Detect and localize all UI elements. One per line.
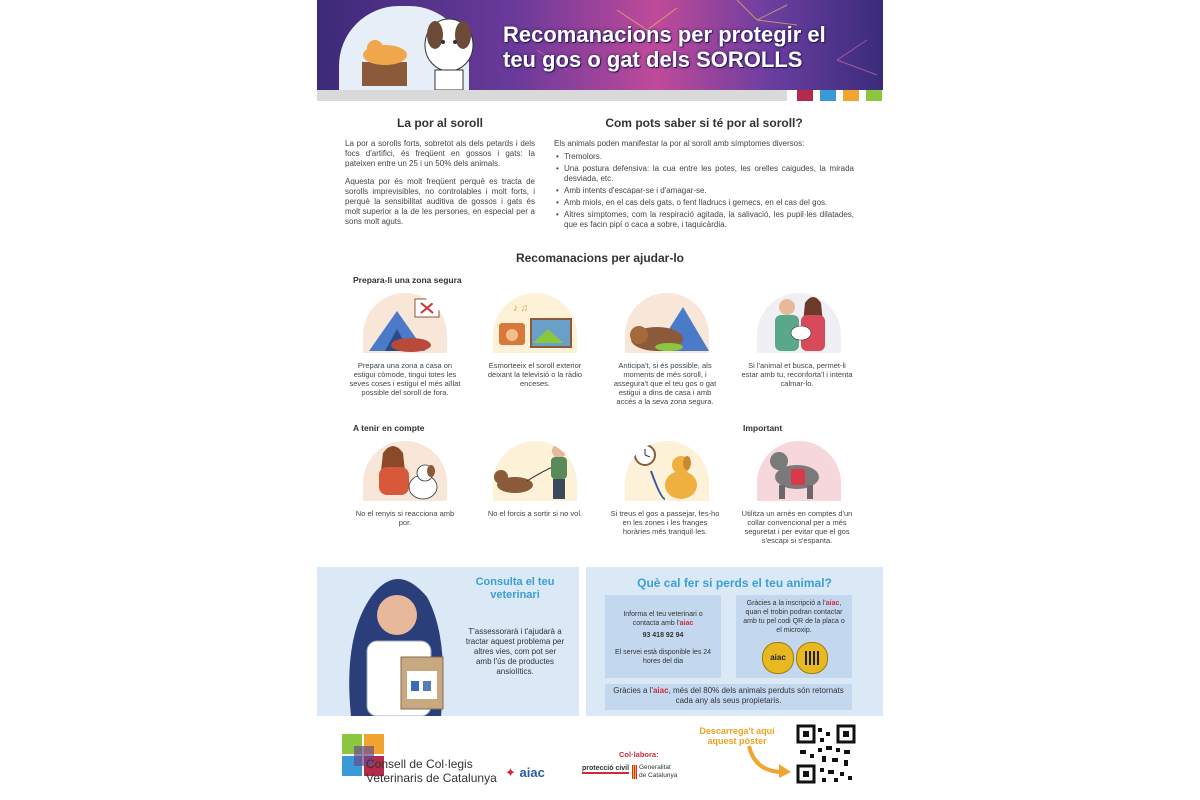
id-tag-icon: aiac: [762, 642, 794, 674]
comfort-pets-icon: [757, 293, 841, 353]
symptom-item: • Amb intents d'escapar-se i d'amagar-se.: [554, 186, 854, 196]
symptoms-title: Com pots saber si té por al soroll?: [605, 116, 803, 130]
radio-tv-icon: [493, 293, 577, 353]
page-title: Recomanacions per protegir el teu gos o gat dels SOROLLS: [503, 22, 826, 72]
lost-panel: [586, 567, 883, 716]
aiac-logo-icon: ✦: [505, 765, 516, 780]
lost-box2-text: Gràcies a la inscripció a l': [746, 600, 826, 607]
download-link[interactable]: Descarrega't aquí aquest pòster: [699, 726, 775, 746]
symptoms-intro: Els animals poden manifestar la por al soroll amb símptomes diversos:: [554, 139, 805, 148]
fear-section: [345, 116, 535, 227]
svg-text:♪ ♫: ♪ ♫: [513, 303, 529, 314]
lost-footer-note: Gràcies a l'aiac, més del 80% dels animals perduts són retornats cada any als seus propietaris.: [605, 684, 852, 710]
recommendation-caption: No el forcis a sortir si no vol.: [487, 509, 583, 518]
color-square-green: [866, 90, 882, 101]
recommendation-caption: Prepara una zona a casa on estigui còmode, tingui totes les seves coses i estigui el més aïllat possible del soroll de fora.: [349, 361, 461, 397]
org-name: Consell de Col·legis Veterinaris de Catalunya: [366, 757, 497, 785]
recommendation-caption: Utilitza un arnès en comptes d'un collar convencional per a més seguretat i per evitar que el gos s'escapi si s'espanta.: [741, 509, 853, 545]
fear-paragraph-1: La por a sorolls forts, sobretot als dels petards i dels focs d'artifici, és freqüent en gossos i gats: la pateixen entre un 25 i un 50% dels animals.: [345, 139, 535, 168]
recommendation-caption: No el renyis si reacciona amb por.: [355, 509, 455, 527]
symptom-item: • Altres símptomes, com la respiració agitada, la salivació, les pupil·les dilatades, que es facin pipí o caca a sobre, i taquicàrdia.: [554, 210, 854, 230]
vet-text: T'assessorarà i t'ajudarà a tractar aquest problema per altres vies, com pot ser amb l'ús de productes ansiolítics.: [465, 627, 565, 676]
fear-paragraph-2: Aquesta por és molt freqüent perquè es tracta de sorolls imprevisibles, no controlables i molt forts, i perquè la sensibilitat auditiva de gossos i gats és molt superior a la de les persones, en especial per a sons molt aguts.: [345, 177, 535, 226]
symptoms-section: [554, 116, 854, 232]
recommendations-section: [317, 251, 883, 265]
group-consider-label: A tenir en compte: [353, 423, 425, 433]
lost-box1-text: Informa el teu veterinari o contacta amb l': [623, 611, 703, 627]
color-square-blue: [820, 90, 836, 101]
aiac-logo: ✦ aiac: [505, 765, 545, 780]
poster: [317, 0, 883, 800]
clock-dog-icon: [625, 441, 709, 501]
senyera-icon: [632, 765, 637, 779]
aiac-brand: aiac: [679, 620, 694, 627]
divider-bar: [317, 90, 787, 101]
group-important-label: Important: [743, 423, 783, 433]
recommendation-caption: Anticipa't, si és possible, als moments de més soroll, i assegura't que el teu gos o gat estigui a dins de casa i amb accés a la seva zona segura.: [613, 361, 717, 406]
harness-dog-icon: [757, 441, 841, 501]
color-square-orange: [843, 90, 859, 101]
sleeping-dog-icon: [625, 293, 709, 353]
color-square-red: [797, 90, 813, 101]
group-safe-zone-label: Prepara-li una zona segura: [353, 275, 462, 285]
proteccio-civil-logo: protecció civil: [582, 765, 630, 772]
qr-tag-icon: [796, 642, 828, 674]
recommendation-caption: Si treus el gos a passejar, fes-ho en les zones i les franges horàries més tranquil·les.: [610, 509, 720, 536]
recommendations-title: Recomanacions per ajudar-lo: [515, 251, 685, 265]
scold-icon: [363, 441, 447, 501]
fear-title: La por al soroll: [396, 116, 483, 130]
qr-code-icon: [796, 724, 856, 784]
dog-cat-icon: [337, 0, 487, 90]
lost-info-box-2: [736, 595, 852, 678]
walk-icon: [493, 441, 577, 501]
arrow-icon: [745, 744, 795, 780]
lost-box2-text-post: , quan el trobin podran contactar amb tu pel codi QR de la placa o el microxip.: [743, 600, 845, 634]
lost-info-box-1: [605, 595, 721, 678]
qr-code[interactable]: [796, 724, 856, 784]
symptom-item: • Tremolors.: [554, 152, 854, 162]
vet-illustration-icon: [331, 567, 471, 716]
lost-title: Què cal fer si perds el teu animal?: [637, 576, 832, 590]
recommendation-caption: Si l'animal et busca, permet-li estar amb tu, reconforta'l i intenta calmar-lo.: [741, 361, 853, 388]
tent-icon: [363, 293, 447, 353]
collab-label: Col·labora:: [619, 750, 659, 759]
vet-panel: [317, 567, 579, 716]
lost-box1-availability: El servei està disponible les 24 hores del dia: [614, 649, 712, 665]
phone-number: 93 418 92 94: [642, 632, 684, 639]
symptom-item: • Amb miols, en el cas dels gats, o fent lladrucs i gemecs, en el cas del gos.: [554, 198, 854, 208]
header-banner: [317, 0, 883, 90]
recommendation-caption: Esmorteeix el soroll exterior deixant la televisió o la ràdio enceses.: [487, 361, 583, 388]
aiac-brand: aiac: [825, 600, 840, 607]
symptom-item: • Una postura defensiva: la cua entre les potes, les orelles caigudes, la mirada desviada, etc.: [554, 164, 854, 184]
generalitat-logo: Generalitat de Catalunya: [639, 764, 677, 780]
vet-title: Consulta el teu veterinari: [475, 576, 555, 601]
